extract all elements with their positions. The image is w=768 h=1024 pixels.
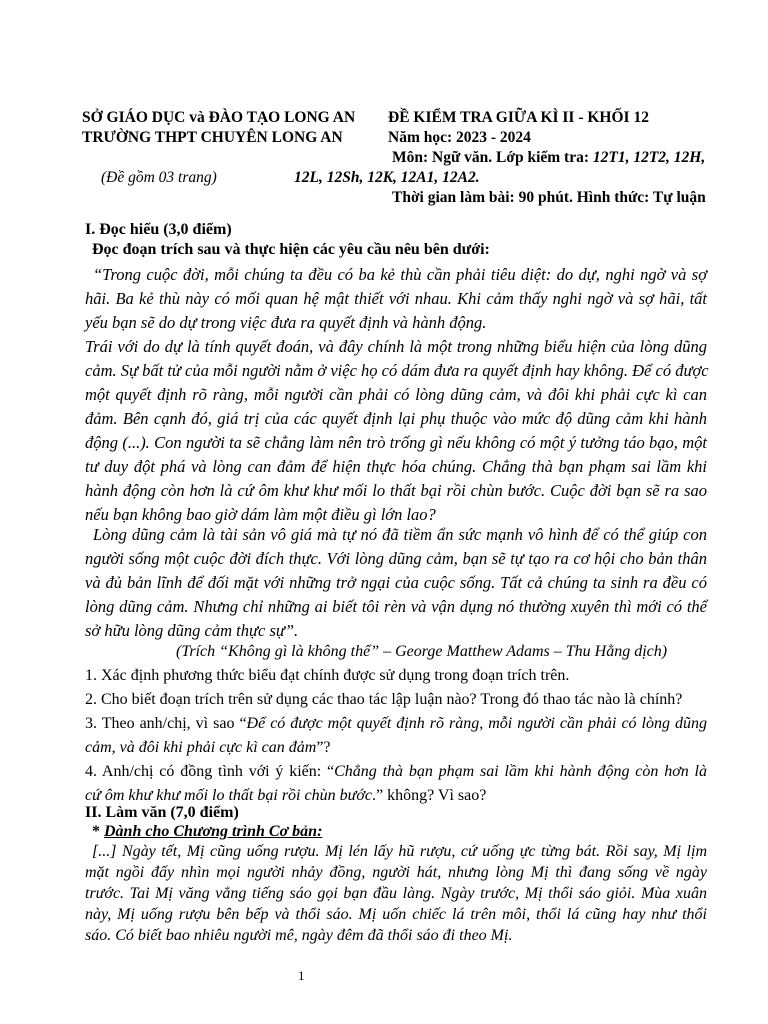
section-1-instruction: Đọc đoạn trích sau và thực hiện các yêu cầu nêu bên dưới:	[92, 241, 490, 258]
question-3-suffix: ”?	[316, 739, 331, 756]
section-1-heading: I. Đọc hiểu (3,0 điểm)	[85, 221, 232, 238]
excerpt-line: [...] Ngày tết, Mị cũng uống rượu. Mị lén lấy hũ rượu, cứ uống ực từng bát. Rồi say, Mị lịm	[92, 843, 707, 860]
question-4	[85, 762, 707, 782]
excerpt-line: này, Mị uống rượu bên bếp và thổi sáo. Mị uốn chiếc lá trên môi, thổi lá cũng hay như thổi	[85, 906, 707, 923]
question-3-quote: Để có được một quyết định rõ ràng, mỗi người cần phải có lòng dũng	[246, 715, 707, 732]
school-year: Năm học: 2023 - 2024	[388, 129, 531, 146]
passage-line: đảm. Bên cạnh đó, giá trị của các quyết định lại phụ thuộc vào mức độ dũng cảm khi hành	[85, 409, 707, 428]
class-list-1: 12T1, 12T2, 12H,	[592, 149, 706, 166]
page-number: 1	[298, 968, 305, 983]
excerpt-line: trước. Tai Mị văng vẳng tiếng sáo gọi bạn đầu làng. Ngày trước, Mị thổi sáo giỏi. Mùa xuân	[85, 885, 707, 902]
passage-line: sở hữu lòng dũng cảm thực sự”.	[85, 621, 299, 640]
passage-line: người sống một cuộc đời đích thực. Với lòng dũng cảm, bạn sẽ tự tạo ra cơ hội cho bản thân	[85, 549, 707, 568]
passage-line: yếu bạn sẽ do dự trong việc đưa ra quyết định và hành động.	[85, 313, 487, 332]
question-2: 2. Cho biết đoạn trích trên sử dụng các thao tác lập luận nào? Trong đó thao tác nào là chính?	[85, 691, 683, 708]
passage-line: tư duy đột phá và lòng can đảm để hiện thực hóa chúng. Chẳng thà bạn phạm sai lầm khi	[85, 457, 707, 476]
program-label: Dành cho Chương trình Cơ bản:	[104, 823, 323, 840]
passage-line: lòng dũng cảm. Nhưng chỉ những ai biết tôi rèn và vận dụng nó thường xuyên thì mới có thể	[85, 597, 707, 616]
time-format-line: Thời gian làm bài: 90 phút. Hình thức: Tự luận	[392, 189, 706, 206]
question-1: 1. Xác định phương thức biểu đạt chính được sử dụng trong đoạn trích trên.	[85, 667, 570, 684]
excerpt-line: mặt ngồi đấy nhìn mọi người nhảy đồng, người hát, nhưng lòng Mị thì đang sống về ngày	[85, 864, 707, 881]
passage-line: hành động còn hơn là cứ ôm khư khư mối lo thất bại rồi chùn bước. Cuộc đời bạn sẽ ra sao	[85, 481, 707, 500]
excerpt-line: sáo. Có biết bao nhiêu người mê, ngày đêm đã thổi sáo đi theo Mị.	[85, 927, 513, 944]
question-4-prefix: 4. Anh/chị có đồng tình với ý kiến: “	[85, 763, 335, 780]
passage-line: động (...). Con người ta sẽ chẳng làm nên trò trống gì nếu không có một ý tưởng táo bạo, một	[85, 433, 707, 452]
question-3	[85, 714, 707, 734]
passage-line: hãi. Ba kẻ thù này có mối quan hệ mật thiết với nhau. Khi cảm thấy nghi ngờ và sợ hãi, tất	[85, 289, 707, 308]
exam-title: ĐỀ KIỂM TRA GIỮA KÌ II - KHỐI 12	[388, 109, 649, 126]
passage-line: “Trong cuộc đời, mỗi chúng ta đều có ba kẻ thù cần phải tiêu diệt: do dự, nghi ngờ và sợ	[93, 265, 707, 284]
passage-line: Lòng dũng cảm là tài sản vô giá mà tự nó đã tiềm ẩn sức mạnh vô hình để có thể giúp con	[93, 525, 707, 544]
question-3-prefix: 3. Theo anh/chị, vì sao “	[85, 715, 247, 732]
question-4-quote: Chẳng thà bạn phạm sai lầm khi hành động còn hơn là	[334, 763, 707, 780]
program-star: *	[92, 823, 104, 840]
passage-line: và đủ bản lĩnh để đối mặt với những trở ngại của cuộc sống. Tất cả chúng ta sinh ra đều có	[85, 573, 707, 592]
org-name-school: TRƯỜNG THPT CHUYÊN LONG AN	[82, 129, 343, 146]
subject-label: Môn: Ngữ văn. Lớp kiểm tra:	[392, 149, 593, 166]
passage-line: một quyết định rõ ràng, mỗi người cần phải có lòng dũng cảm, và đôi khi phải cực kì can	[85, 385, 707, 404]
question-3-quote-cont: cảm, và đôi khi phải cực kì can đảm	[85, 739, 317, 756]
question-3-cont	[85, 738, 331, 758]
program-label-line	[92, 822, 322, 842]
passage-line: Trái với do dự là tính quyết đoán, và đây chính là một trong những biểu hiện của lòng dũng	[85, 337, 707, 356]
question-4-suffix: .” không? Vì sao?	[371, 787, 487, 804]
passage-line: nếu bạn không bao giờ dám làm một điều gì lớn lao?	[85, 505, 436, 524]
question-4-quote-cont: cứ ôm khư khư mối lo thất bại rồi chùn bước	[85, 787, 372, 804]
passage-citation: (Trích “Không gì là không thể” – George Matthew Adams – Thu Hằng dịch)	[176, 643, 668, 660]
class-list-2: 12L, 12Sh, 12K, 12A1, 12A2.	[294, 169, 480, 186]
pages-note: (Đề gồm 03 trang)	[101, 169, 217, 186]
org-name-department: SỞ GIÁO DỤC và ĐÀO TẠO LONG AN	[82, 109, 356, 126]
subject-line	[392, 148, 705, 168]
section-2-heading: II. Làm văn (7,0 điểm)	[85, 804, 239, 821]
passage-line: cảm. Sự bất tử của mỗi người nằm ở việc họ có dám đưa ra quyết định hay không. Để có được	[85, 361, 709, 380]
